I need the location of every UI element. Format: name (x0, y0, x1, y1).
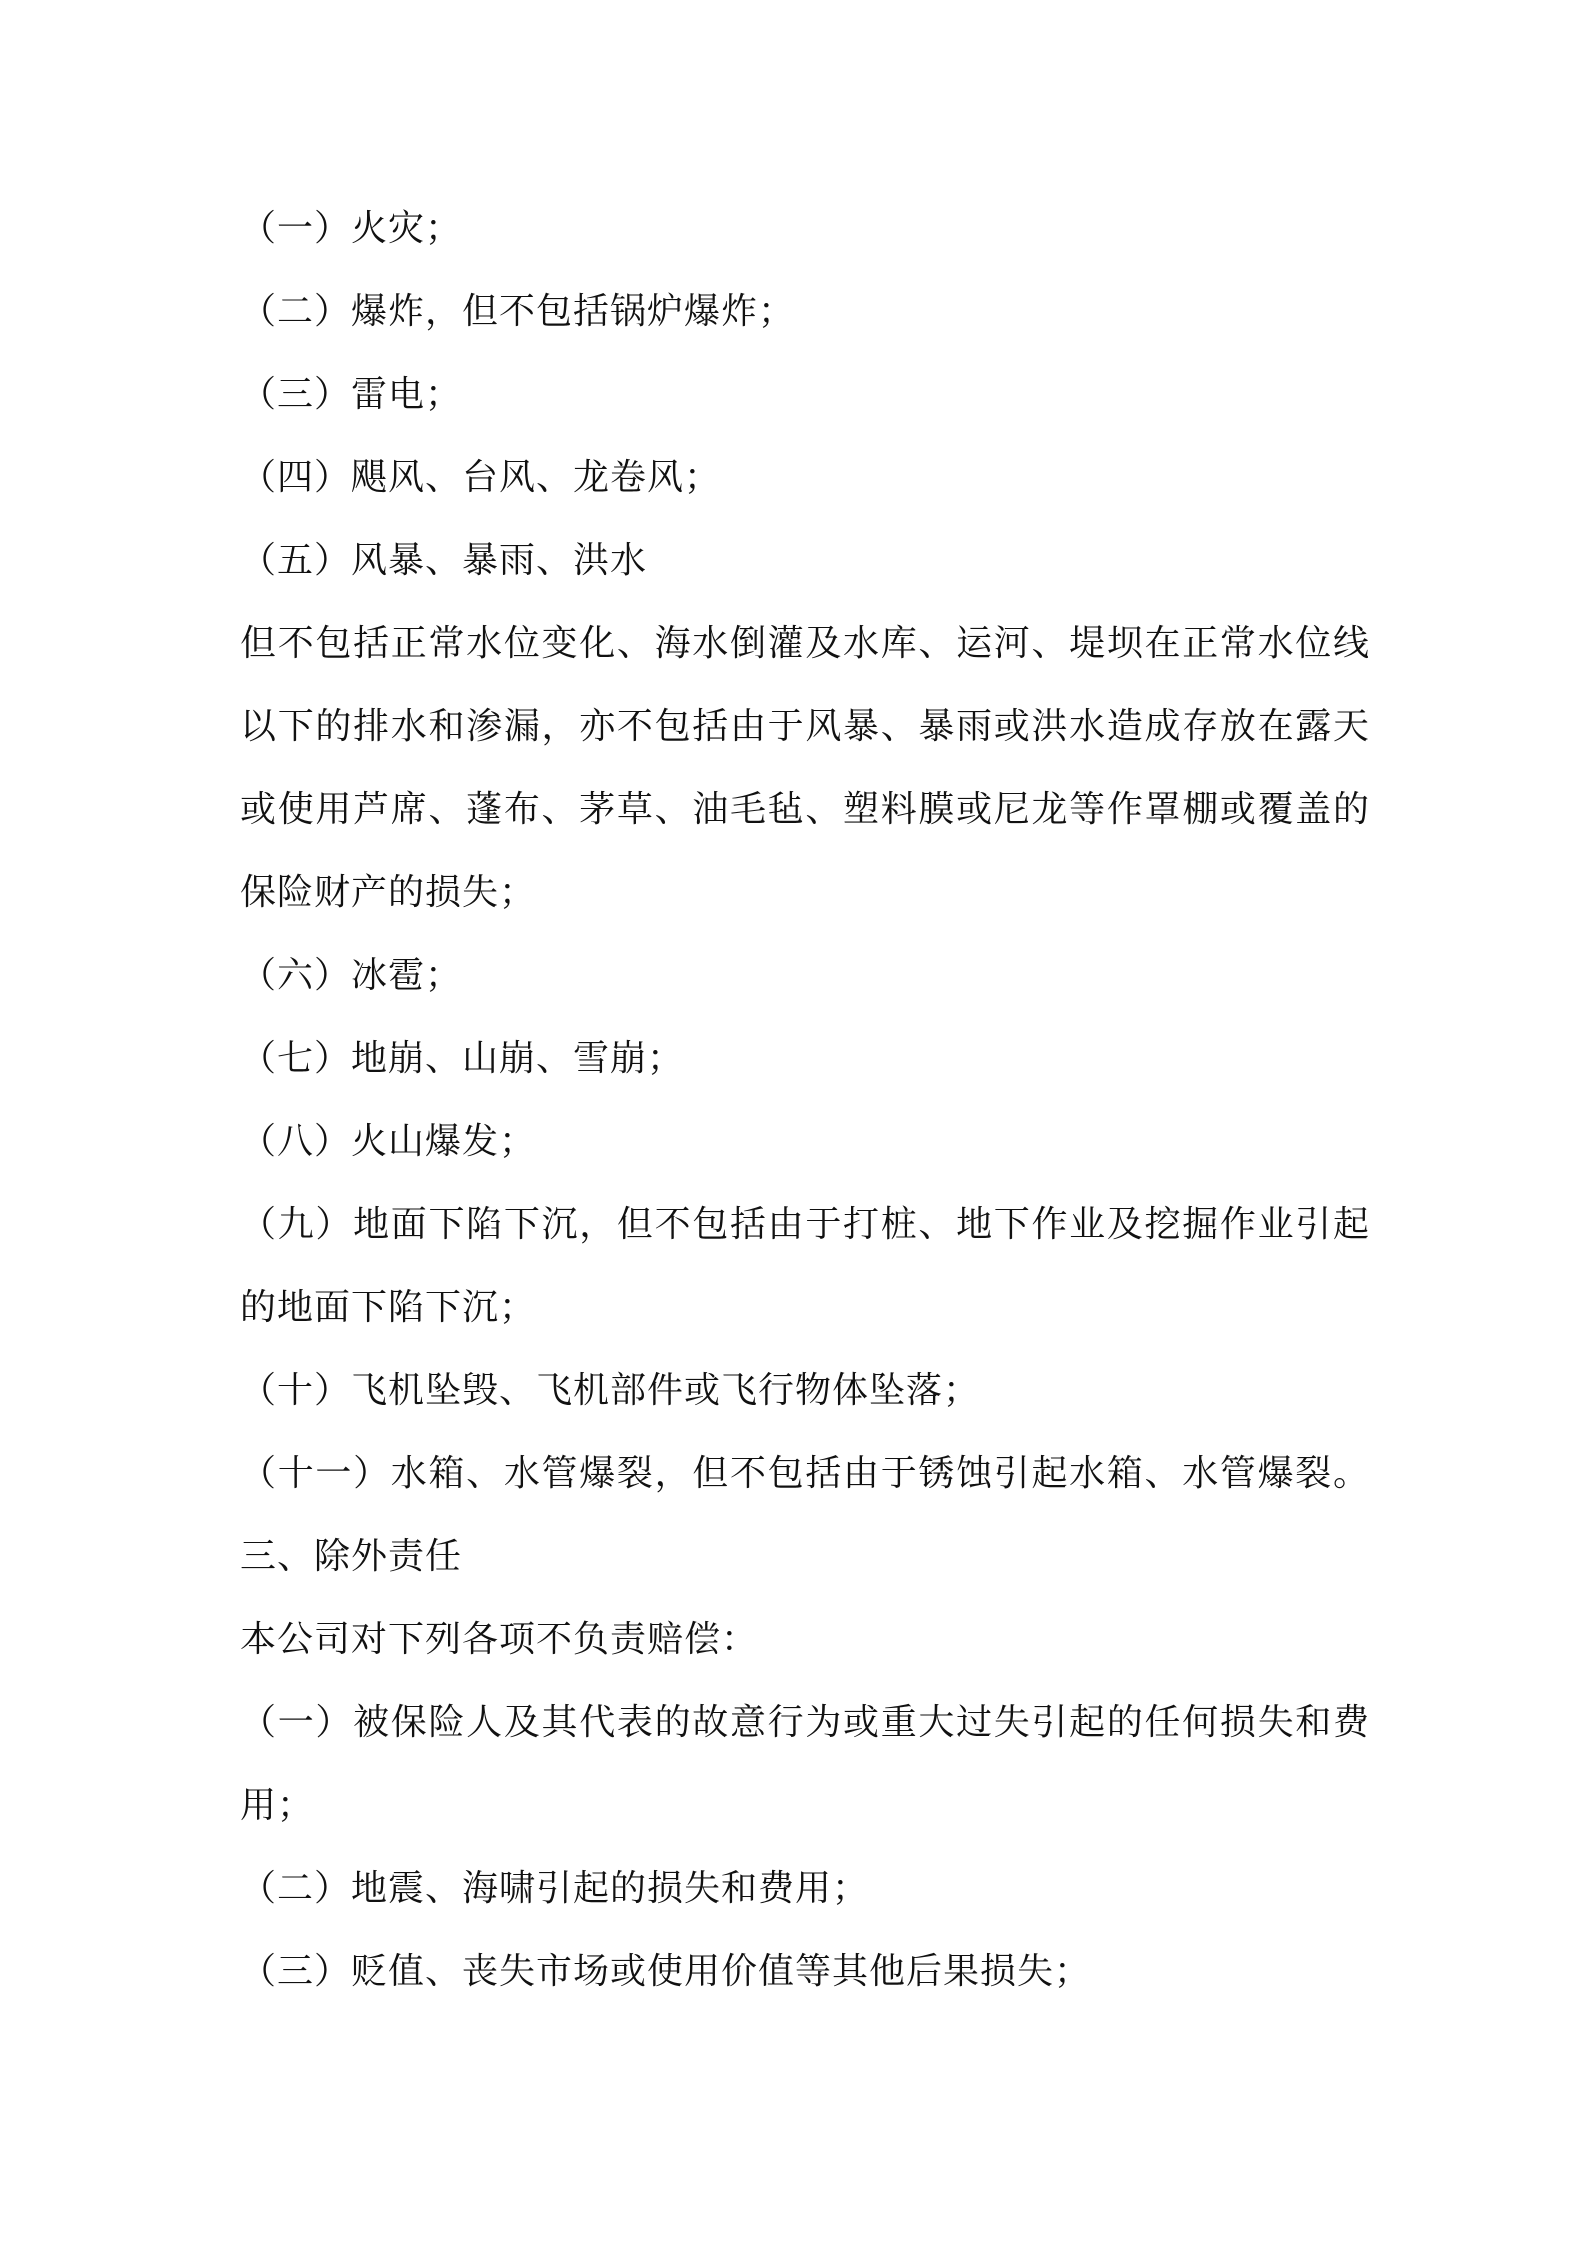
clause-water-tank: （十一）水箱、水管爆裂，但不包括由于锈蚀引起水箱、水管爆裂。 (240, 1453, 1370, 1494)
paragraph-line: 或使用芦席、蓬布、茅草、油毛毡、塑料膜或尼龙等作罩棚或覆盖的 (240, 789, 1370, 830)
clause-hurricane: （四）飓风、台风、龙卷风； (240, 457, 722, 498)
clause-lightning: （三）雷电； (240, 374, 463, 415)
clause-volcano: （八）火山爆发； (240, 1121, 537, 1162)
exclusion-depreciation: （三）贬值、丧失市场或使用价值等其他后果损失； (240, 1951, 1092, 1992)
clause-landslide: （七）地崩、山崩、雪崩； (240, 1038, 685, 1079)
clause-explosion: （二）爆炸，但不包括锅炉爆炸； (240, 291, 796, 332)
paragraph-line: 但不包括正常水位变化、海水倒灌及水库、运河、堤坝在正常水位线 (240, 623, 1370, 664)
clause-fire: （一）火灾； (240, 208, 463, 249)
clause-storm: （五）风暴、暴雨、洪水 (240, 540, 648, 581)
exclusion-intentional: （一）被保险人及其代表的故意行为或重大过失引起的任何损失和费 (240, 1702, 1370, 1743)
clause-aircraft: （十）飞机坠毁、飞机部件或飞行物体坠落； (240, 1370, 981, 1411)
paragraph-line: 以下的排水和渗漏，亦不包括由于风暴、暴雨或洪水造成存放在露天 (240, 706, 1370, 747)
paragraph-line: 用； (240, 1785, 315, 1826)
clause-subsidence: （九）地面下陷下沉，但不包括由于打桩、地下作业及挖掘作业引起 (240, 1204, 1370, 1245)
section-heading: 三、除外责任 (240, 1536, 463, 1577)
paragraph-line: 的地面下陷下沉； (240, 1287, 537, 1328)
section-intro: 本公司对下列各项不负责赔偿： (240, 1619, 759, 1660)
exclusion-earthquake: （二）地震、海啸引起的损失和费用； (240, 1868, 870, 1909)
clause-hail: （六）冰雹； (240, 955, 463, 996)
paragraph-line: 保险财产的损失； (240, 872, 537, 913)
